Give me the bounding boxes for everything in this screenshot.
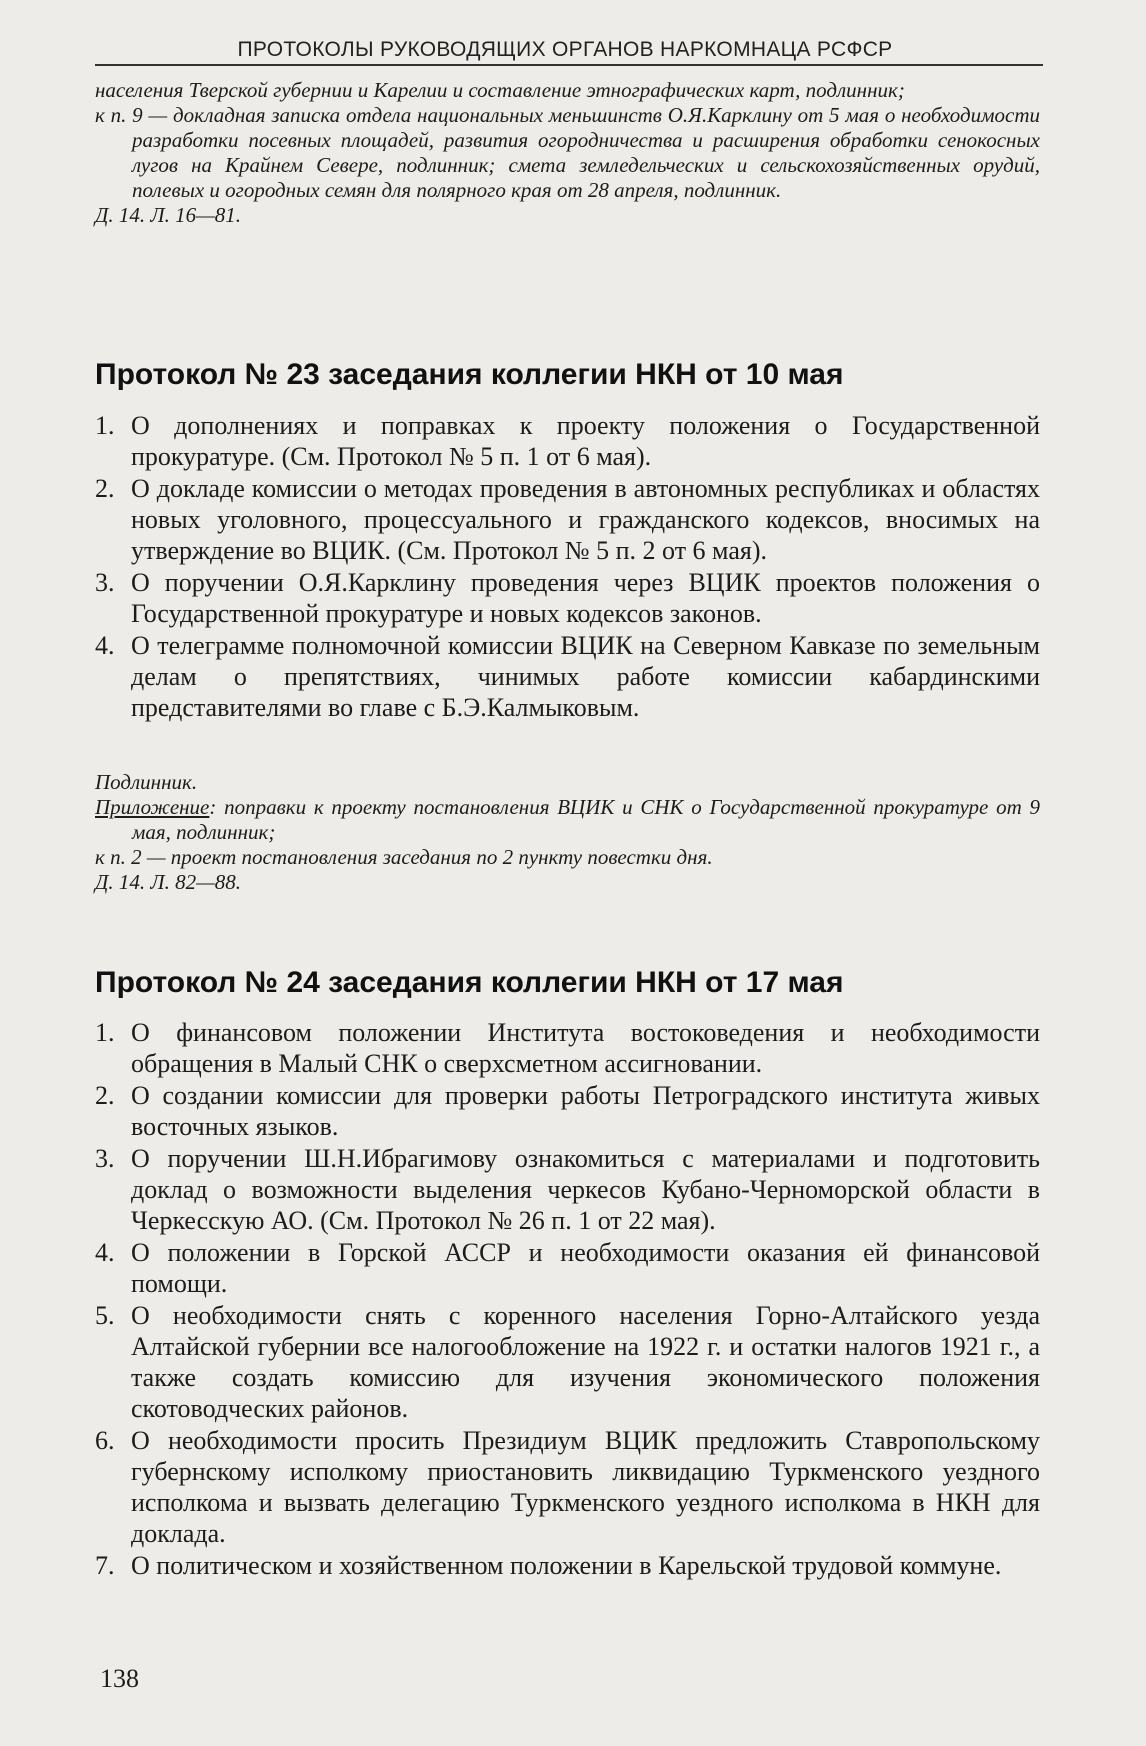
agenda-item — [95, 1143, 1040, 1236]
intro-note-line-1: населения Тверской губернии и Карелии и составление этнографических карт, подлинник; — [95, 78, 905, 102]
note-reference: Д. 14. Л. 82—88. — [95, 870, 242, 894]
agenda-item — [95, 567, 1040, 629]
note-item-2: к п. 2 — проект постановления заседания по 2 пункту повестки дня. — [95, 845, 713, 869]
protocol-24-agenda — [95, 1017, 1040, 1582]
protocol-23-heading: Протокол № 23 заседания коллегии НКН от 10 мая — [95, 358, 844, 391]
item-number: 2. — [95, 1081, 115, 1110]
running-head: ПРОТОКОЛЫ РУКОВОДЯЩИХ ОРГАНОВ НАРКОМНАЦА РСФСР — [237, 38, 893, 61]
agenda-item — [95, 1550, 1040, 1581]
item-number: 1. — [95, 1018, 115, 1047]
agenda-item — [95, 1237, 1040, 1299]
item-text: О необходимости просить Президиум ВЦИК предложить Ставропольскому губернскому исполкому приостановить ликвидацию Туркменского уездного исполкома и вызвать делегацию Туркменского уездного исполкома в НКН для доклада. — [131, 1426, 1040, 1548]
page-number: 138 — [100, 1664, 139, 1693]
agenda-item — [95, 1300, 1040, 1424]
intro-note-line-2: к п. 9 — докладная записка отдела национальных меньшинств О.Я.Карклину от 5 мая о необходимости разработки посевных площадей, развития огородничества и расширения обработки сенокосных лугов на Крайнем Севере, подлинник; смета земледельческих и сельскохозяйственных орудий, полевых и огородных семян для полярного края от 28 апреля, подлинник. — [95, 103, 1040, 202]
item-text: О положении в Горской АССР и необходимости оказания ей финансовой помощи. — [131, 1238, 1040, 1298]
item-text: О поручении Ш.Н.Ибрагимову ознакомиться с материалами и подготовить доклад о возможности выделения черкесов Кубано-Черноморской области в Черкесскую АО. (См. Протокол № 26 п. 1 от 22 мая). — [131, 1144, 1040, 1235]
item-number: 5. — [95, 1301, 115, 1330]
item-number: 2. — [95, 474, 115, 503]
agenda-item — [95, 630, 1040, 723]
item-text: О дополнениях и поправках к проекту положения о Государственной прокуратуре. (См. Протокол № 5 п. 1 от 6 мая). — [131, 411, 1040, 471]
item-number: 6. — [95, 1426, 115, 1455]
agenda-item — [95, 1017, 1040, 1079]
header-rule — [95, 64, 1043, 66]
intro-note-reference: Д. 14. Л. 16—81. — [95, 203, 242, 227]
note-appendix — [95, 795, 1040, 845]
item-text: О создании комиссии для проверки работы Петроградского института живых восточных языков. — [131, 1081, 1040, 1141]
appendix-label: Приложение — [95, 795, 210, 819]
item-text: О докладе комиссии о методах проведения в автономных республиках и областях новых уголовного, процессуального и гражданского кодексов, вносимых на утверждение во ВЦИК. (См. Протокол № 5 п. 2 от 6 мая). — [131, 474, 1040, 565]
intro-archival-note — [95, 78, 1040, 228]
item-number: 3. — [95, 1144, 115, 1173]
item-text: О поручении О.Я.Карклину проведения через ВЦИК проектов положения о Государственной прокуратуре и новых кодексов законов. — [131, 568, 1040, 628]
protocol-23-archival-note — [95, 770, 1040, 895]
item-number: 4. — [95, 631, 115, 660]
agenda-item — [95, 1425, 1040, 1549]
agenda-item — [95, 473, 1040, 566]
item-number: 1. — [95, 411, 115, 440]
appendix-text: : поправки к проекту постановления ВЦИК и СНК о Государственной прокуратуре от 9 мая, подлинник; — [132, 795, 1040, 844]
item-text: О политическом и хозяйственном положении в Карельской трудовой коммуне. — [131, 1551, 1002, 1580]
note-original: Подлинник. — [95, 770, 198, 794]
item-text: О необходимости снять с коренного населения Горно-Алтайского уезда Алтайской губернии все налогообложение на 1922 г. и остатки налогов 1921 г., а также создать комиссию для изучения экономического положения скотоводческих районов. — [131, 1301, 1040, 1423]
item-number: 7. — [95, 1551, 115, 1580]
item-text: О телеграмме полномочной комиссии ВЦИК на Северном Кавказе по земельным делам о препятствиях, чинимых работе комиссии кабардинскими представителями во главе с Б.Э.Калмыковым. — [131, 631, 1040, 722]
agenda-item — [95, 1080, 1040, 1142]
protocol-23-agenda — [95, 410, 1040, 724]
agenda-item — [95, 410, 1040, 472]
item-number: 3. — [95, 568, 115, 597]
protocol-24-heading: Протокол № 24 заседания коллегии НКН от 17 мая — [95, 966, 844, 999]
item-text: О финансовом положении Института востоковедения и необходимости обращения в Малый СНК о сверхсметном ассигновании. — [131, 1018, 1040, 1078]
item-number: 4. — [95, 1238, 115, 1267]
